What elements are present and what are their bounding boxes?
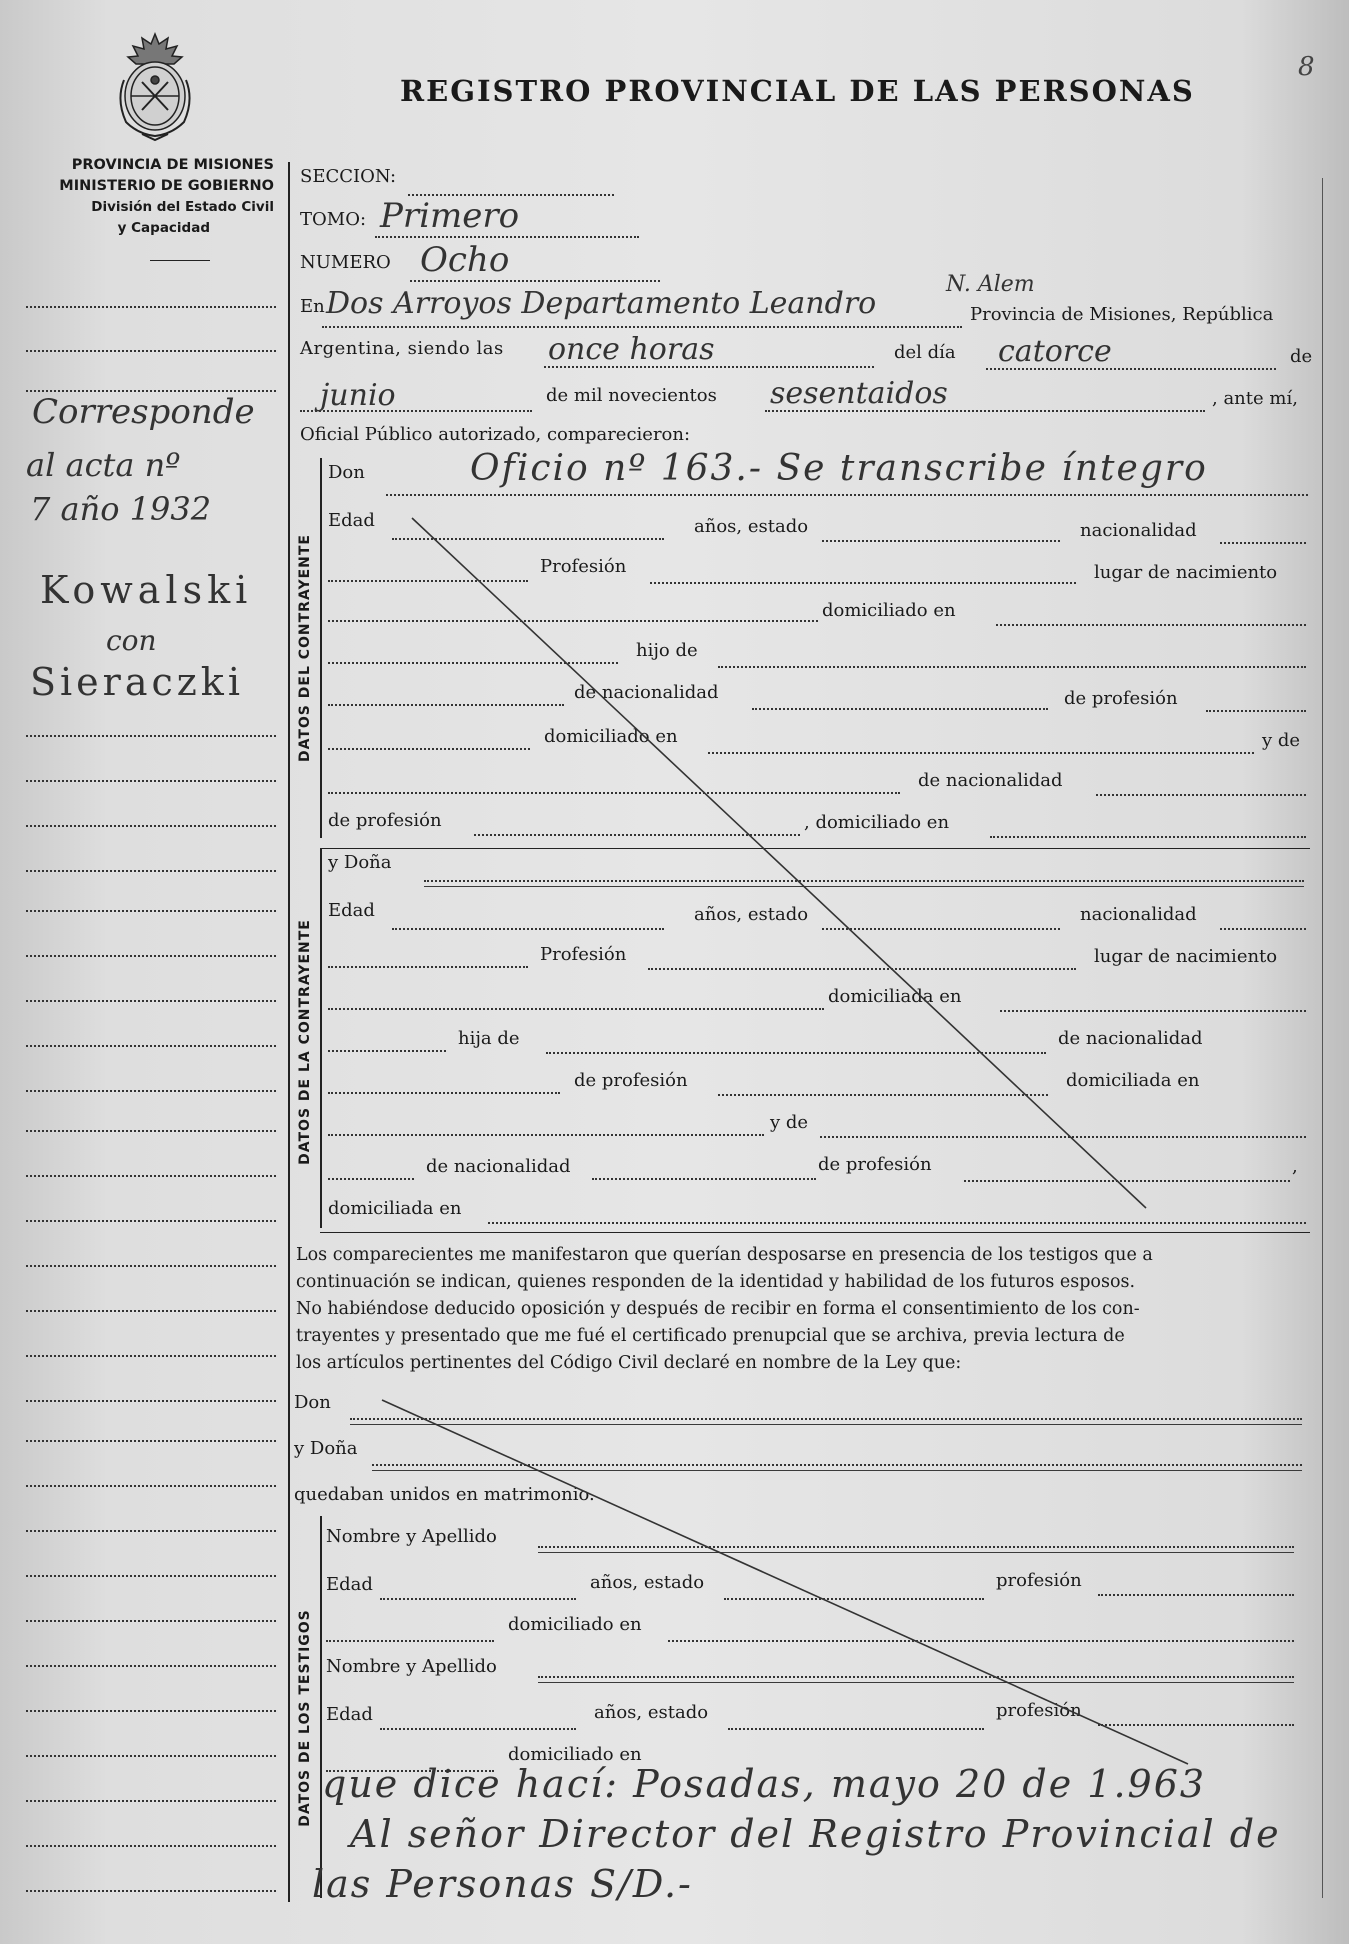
declaration-line-4: trayentes y presentado que me fué el certificado prenupcial que se archiva, previa lectura de — [296, 1326, 1125, 1346]
testigo2-edad: Edad — [326, 1704, 373, 1725]
contrayenta-profesion: Profesión — [540, 944, 627, 965]
contrayenta-edad: Edad — [328, 900, 375, 921]
contrayenta-domiciliada-3: domiciliada en — [328, 1198, 462, 1219]
hora-value[interactable]: once horas — [548, 332, 715, 367]
tomo-label: TOMO: — [300, 209, 367, 230]
contrayente-de-profesion: de profesión — [1064, 688, 1178, 709]
declaration-quedaban: quedaban unidos en matrimonio. — [294, 1484, 595, 1505]
contrayenta-comma: , — [1292, 1156, 1298, 1177]
contrayente-y-de: y de — [1262, 730, 1301, 751]
tomo-value[interactable]: Primero — [380, 196, 520, 236]
contrayente-don-value[interactable]: Oficio nº 163.- Se transcribe íntegro — [470, 448, 1208, 489]
office-ministry: MINISTERIO DE GOBIERNO — [59, 178, 274, 194]
testigo1-edad: Edad — [326, 1574, 373, 1595]
declaration-line-1: Los comparecientes me manifestaron que querían desposarse en presencia de los testigos que a — [296, 1245, 1153, 1265]
contrayenta-domiciliada: domiciliada en — [828, 986, 962, 1007]
contrayente-section-label: DATOS DEL CONTRAYENTE — [297, 534, 313, 763]
en-value[interactable]: Dos Arroyos Departamento Leandro — [326, 286, 877, 321]
contrayente-de-nacionalidad-2: de nacionalidad — [918, 770, 1063, 791]
del-dia-label: del día — [894, 342, 956, 363]
seccion-label: SECCION: — [300, 166, 397, 187]
contrayenta-nacionalidad: nacionalidad — [1080, 904, 1197, 925]
oficial-text: Oficial Público autorizado, comparecieron: — [300, 424, 691, 445]
handwritten-line-2: Al señor Director del Registro Provincial de — [350, 1812, 1281, 1856]
provincia-text: Provincia de Misiones, República — [970, 304, 1274, 325]
document-title: REGISTRO PROVINCIAL DE LAS PERSONAS — [400, 74, 1195, 108]
office-division: División del Estado Civil — [91, 199, 274, 215]
margin-note-line5: con — [106, 624, 157, 657]
contrayenta-de-nacionalidad-2: de nacionalidad — [426, 1156, 571, 1177]
contrayente-de-profesion-2: de profesión — [328, 810, 442, 831]
contrayenta-anios-estado: años, estado — [694, 904, 809, 925]
testigos-section-label: DATOS DE LOS TESTIGOS — [297, 1609, 313, 1827]
contrayenta-y-dona: y Doña — [328, 852, 392, 873]
margin-note-line6: Sieraczki — [30, 660, 244, 704]
declaration-line-5: los artículos pertinentes del Código Civil declaré en nombre de la Ley que: — [296, 1353, 962, 1373]
declaration-line-3: No habiéndose deducido oposición y después de recibir en forma el consentimiento de los con- — [296, 1299, 1140, 1319]
contrayente-don-label: Don — [328, 462, 365, 483]
handwritten-line-3: las Personas S/D.- — [312, 1862, 693, 1906]
contrayente-domiciliado: domiciliado en — [822, 600, 956, 621]
strike-line-lower — [382, 1400, 1188, 1764]
contrayenta-de-profesion-2: de profesión — [818, 1154, 932, 1175]
testigo1-anios-estado: años, estado — [590, 1572, 705, 1593]
numero-label: NUMERO — [300, 252, 391, 273]
testigo2-profesion: profesión — [996, 1700, 1082, 1721]
contrayenta-hija-de: hija de — [458, 1028, 520, 1049]
de-label: de — [1290, 346, 1313, 367]
handwritten-line-1: que dice hací: Posadas, mayo 20 de 1.963 — [322, 1762, 1207, 1806]
margin-note-line1: Corresponde — [32, 392, 255, 432]
contrayenta-de-nacionalidad: de nacionalidad — [1058, 1028, 1203, 1049]
testigo2-nombre: Nombre y Apellido — [326, 1656, 497, 1677]
argentina-text: Argentina, siendo las — [300, 338, 504, 359]
margin-note-line3: 7 año 1932 — [30, 490, 212, 528]
declaration-y-dona: y Doña — [294, 1438, 358, 1459]
contrayente-de-nacionalidad: de nacionalidad — [574, 682, 719, 703]
contrayente-hijo-de: hijo de — [636, 640, 698, 661]
en-label: En — [300, 296, 325, 317]
office-division-2: y Capacidad — [117, 220, 210, 236]
contrayenta-lugar-nacimiento: lugar de nacimiento — [1094, 946, 1278, 967]
office-province: PROVINCIA DE MISIONES — [71, 157, 274, 173]
contrayente-domiciliado-2: domiciliado en — [544, 726, 678, 747]
mil-label: de mil novecientos — [546, 385, 717, 406]
mes-value[interactable]: junio — [320, 378, 396, 413]
testigo2-domiciliado: domiciliado en — [508, 1744, 642, 1765]
declaration-line-2: continuación se indican, quienes responden de la identidad y habilidad de los futuros esposos. — [296, 1272, 1136, 1292]
page-number: 8 — [1298, 52, 1315, 82]
contrayente-nacionalidad: nacionalidad — [1080, 520, 1197, 541]
ante-label: , ante mí, — [1212, 388, 1298, 409]
contrayente-domiciliado-3: , domiciliado en — [804, 812, 950, 833]
contrayente-edad: Edad — [328, 510, 375, 531]
testigo1-domiciliado: domiciliado en — [508, 1614, 642, 1635]
margin-note-line2: al acta nº — [26, 446, 181, 484]
testigo1-profesion: profesión — [996, 1570, 1082, 1591]
strike-line-upper — [412, 518, 1146, 1208]
margin-note-line4: Kowalski — [40, 568, 253, 612]
contrayenta-section-label: DATOS DE LA CONTRAYENTE — [297, 919, 313, 1165]
contrayente-anios-estado: años, estado — [694, 516, 809, 537]
testigo2-anios-estado: años, estado — [594, 1702, 709, 1723]
en-value-extra: N. Alem — [946, 272, 1035, 297]
contrayenta-y-de: y de — [770, 1112, 809, 1133]
declaration-don: Don — [294, 1392, 331, 1413]
anio-value[interactable]: sesentaidos — [770, 376, 948, 411]
dia-value[interactable]: catorce — [998, 334, 1112, 369]
testigo1-nombre: Nombre y Apellido — [326, 1526, 497, 1547]
contrayenta-domiciliada-2: domiciliada en — [1066, 1070, 1200, 1091]
contrayente-profesion: Profesión — [540, 556, 627, 577]
contrayenta-de-profesion: de profesión — [574, 1070, 688, 1091]
numero-value[interactable]: Ocho — [420, 240, 510, 280]
contrayente-lugar-nacimiento: lugar de nacimiento — [1094, 562, 1278, 583]
